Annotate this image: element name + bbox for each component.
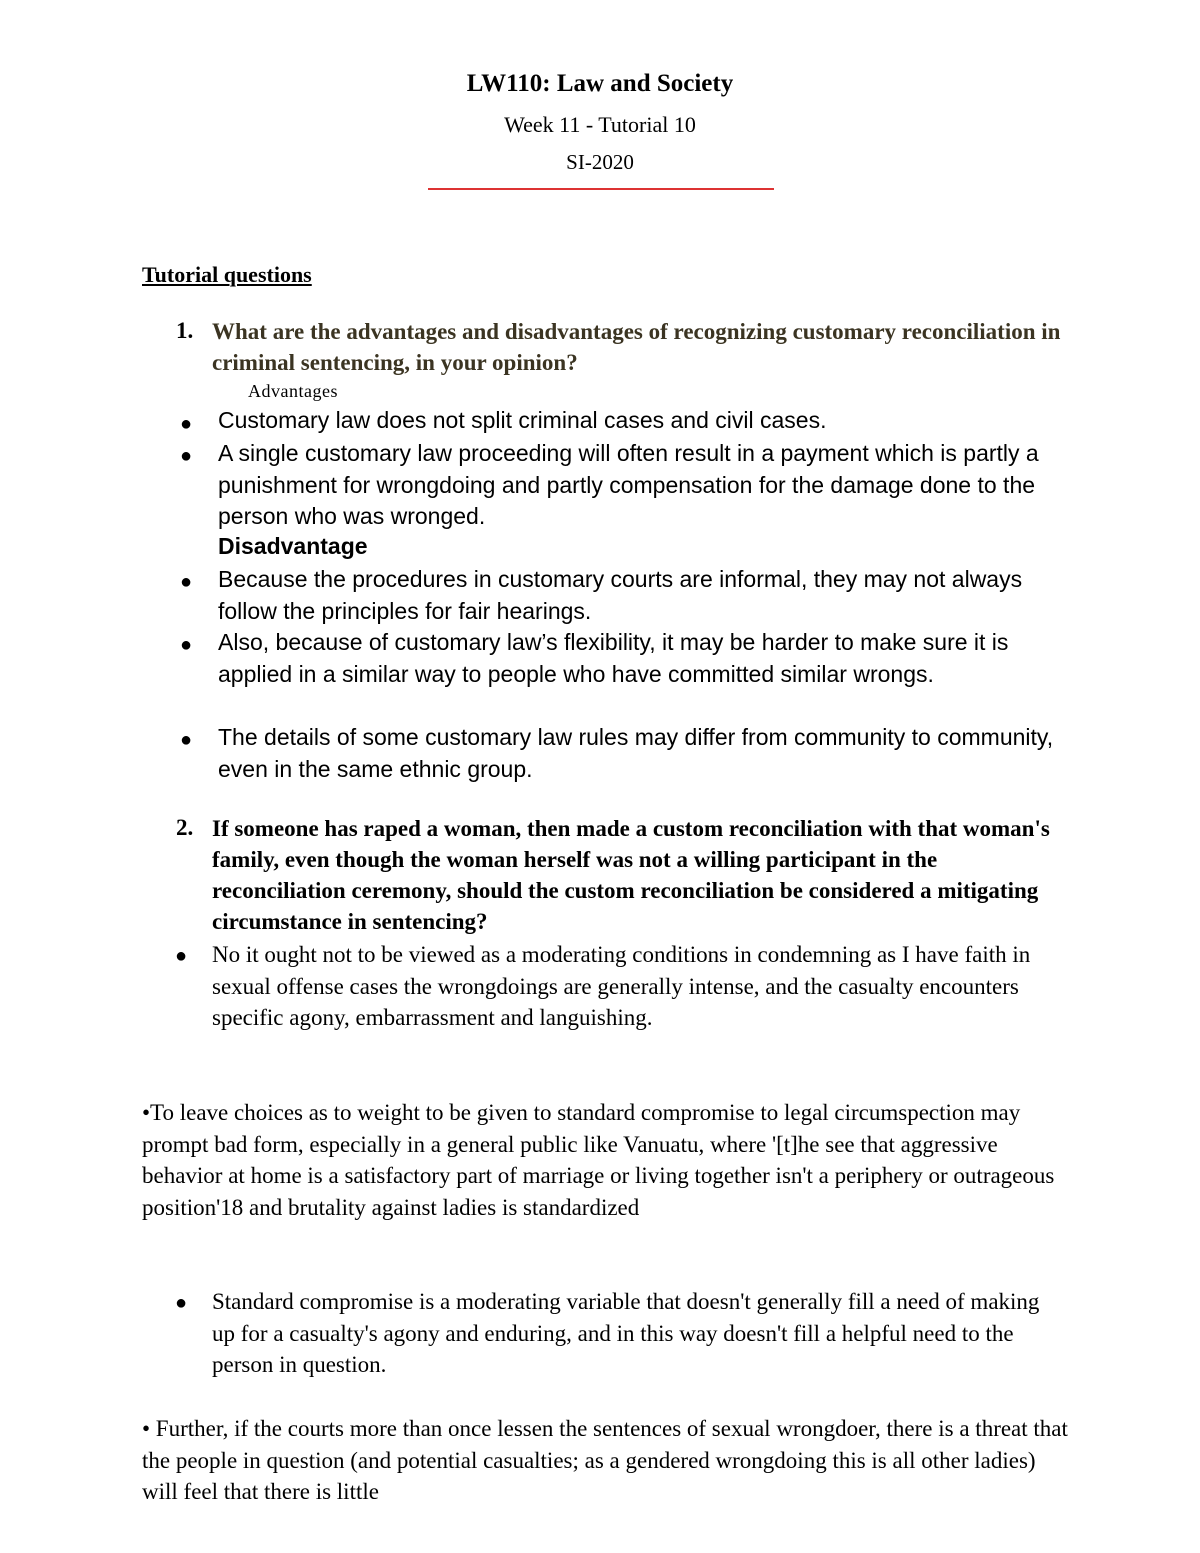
answer-paragraph: •To leave choices as to weight to be given to standard compromise to legal circumspection may prompt bad form, especially in a general public like Vanuatu, where '[t]he see that aggressive behavior at home is a satisfactory part of marriage or living together isn't a periphery or outrageous position'18 and brutality against ladies is standardized [142,1100,1055,1220]
bullet-icon: ● [175,945,188,967]
advantage-item: Customary law does not split criminal cases and civil cases. [218,407,827,433]
disadvantage-label: Disadvantage [218,533,368,559]
section-heading: Tutorial questions [142,262,312,287]
question-2-number: 2. [176,815,194,840]
bullet-icon: ● [180,729,193,751]
question-2-text: If someone has raped a woman, then made a custom reconciliation with that woman's family, even though the woman herself was not a willing participant in the reconciliation ceremony, should the custom reconciliation be considered a mitigating circumstance in sentencing? [212,816,1050,934]
advantages-label: Advantages [248,381,338,401]
answer-bullet: No it ought not to be viewed as a moderating conditions in condemning as I have faith in sexual offense cases the wrongdoings are generally intense, and the casualty encounters specific agony, embarrassment and languishing. [212,942,1031,1030]
bullet-icon: ● [180,413,193,435]
question-1-text: What are the advantages and disadvantages of recognizing customary reconciliation in criminal sentencing, in your opinion? [212,319,1061,375]
answer-bullet: Standard compromise is a moderating variable that doesn't generally fill a need of making up for a casualty's agony and enduring, and in this way doesn't fill a helpful need to the person in question. [212,1289,1040,1377]
title-divider [428,188,774,190]
disadvantage-item: Because the procedures in customary courts are informal, they may not always follow the principles for fair hearings. [218,566,1023,624]
document-week: Week 11 - Tutorial 10 [504,112,696,137]
disadvantage-item: Also, because of customary law’s flexibility, it may be harder to make sure it is applied in a similar way to people who have committed similar wrongs. [218,629,1009,687]
document-title: LW110: Law and Society [466,70,734,97]
document-term: SI-2020 [566,150,634,174]
bullet-icon: ● [180,571,193,593]
bullet-icon: ● [180,445,193,467]
bullet-icon: ● [175,1292,188,1314]
bullet-icon: ● [180,634,193,656]
answer-paragraph: • Further, if the courts more than once lessen the sentences of sexual wrongdoer, there is a threat that the people in question (and potential casualties; as a gendered wrongdoing this is all other ladies) will feel that there is little [142,1416,1068,1504]
disadvantage-item: The details of some customary law rules may differ from community to community, even in the same ethnic group. [218,724,1054,782]
advantage-item: A single customary law proceeding will often result in a payment which is partly a punishment for wrongdoing and partly compensation for the damage done to the person who was wronged. [218,440,1039,529]
question-1-number: 1. [176,318,194,343]
